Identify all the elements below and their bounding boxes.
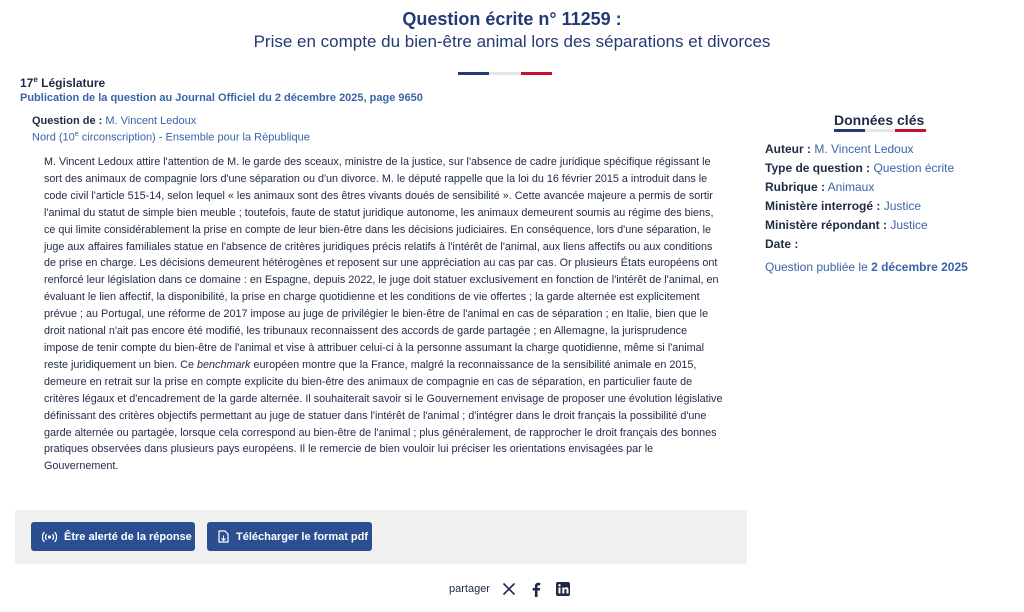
linkedin-icon[interactable] xyxy=(555,581,571,597)
key-data-author: Auteur : M. Vincent Ledoux xyxy=(765,142,914,156)
alert-response-label: Être alerté de la réponse xyxy=(64,530,192,543)
question-body: M. Vincent Ledoux attire l'attention de M. le garde des sceaux, ministre de la justice, sur l'absence de cadre juridique spécifique régissant le sort des animaux de compagnie lors d'une séparation ou d'un divorce. M. le député rappelle que la loi du 16 février 2015 a introduit dans le code civil l'article 515-14, selon lequel « les animaux sont des êtres vivants doués de sensibilité ». Cette avancée majeure a permis de sortir l'animal du statut de simple bien meuble ; toutefois, faute de statut juridique autonome, les animaux demeurent soumis au régime des biens, ce qui limite considérablement la prise en compte de leur bien-être dans les décisions judiciaires. En conséquence, lors d'une séparation, le juge aux affaires familiales statue en l'absence de critères juridiques précis relatifs à l'intérêt de l'animal, aux liens affectifs ou aux conditions de prise en charge. Les décisions demeurent hétérogènes et reposent sur une appréciation au cas par cas. Or plusieurs États européens ont renforcé leur législation dans ce domaine : en Espagne, depuis 2022, le juge doit statuer exclusivement en fonction de l'intérêt de l'animal, en évaluant le lien affectif, la disponibilité, la prise en charge quotidienne et les conditions de vie offertes ; la garde alternée est explicitement prévue ; au Portugal, une réforme de 2017 impose au juge de privilégier le bien-être de l'animal en cas de séparation ; en Italie, bien que le droit national n'ait pas encore été modifié, les tribunaux reconnaissent des accords de garde partagée ; en Allemagne, la jurisprudence impose de tenir compte du bien-être de l'animal et vise à attribuer celui-ci à la personne assumant la charge quotidienne, même si l'animal reste juridiquement un bien. Ce benchmark européen montre que la France, malgré la reconnaissance de la sensibilité animale en 2015, demeure en retrait sur la prise en compte explicite du bien-être des animaux de compagnie en cas de séparation, en particulier faute de critères légaux et d'encadrement de la garde alternée. Il souhaiterait savoir si le Gouvernement envisage de proposer une évolution législative définissant des critères objectifs permettant au juge de statuer dans l'intérêt de l'animal ; d'intégrer dans le droit français la possibilité d'une garde alternée ou partagée, lorsque cela correspond au bien-être de l'animal ; plus généralement, de rapprocher le droit français des bonnes pratiques observées dans plusieurs pays européens. Il le remercie de bien vouloir lui préciser les orientations envisagées par le Gouvernement. xyxy=(44,156,723,473)
constituency-line: Nord (10e circonscription) - Ensemble pour la République xyxy=(32,131,310,144)
actions-panel xyxy=(15,510,747,564)
facebook-icon[interactable] xyxy=(528,581,544,597)
question-author xyxy=(32,115,196,127)
legislature-label: 17e Législature xyxy=(20,75,106,90)
key-data-date-value: Question publiée le 2 décembre 2025 xyxy=(765,260,968,274)
publication-line: Publication de la question au Journal Officiel du 2 décembre 2025, page 9650 xyxy=(20,92,423,104)
download-pdf-label: Télécharger le format pdf xyxy=(236,530,369,543)
key-data-divider xyxy=(834,129,926,132)
tricolor-divider xyxy=(458,72,552,75)
page-subtitle: Prise en compte du bien-être animal lors des séparations et divorces xyxy=(253,32,771,51)
share-label: partager xyxy=(449,583,490,595)
ministere-repondant-link[interactable]: Justice xyxy=(890,218,928,232)
download-pdf-button[interactable] xyxy=(207,522,372,551)
question-author-name[interactable]: M. Vincent Ledoux xyxy=(105,115,197,127)
key-data-rubrique: Rubrique : Animaux xyxy=(765,180,875,194)
question-author-label: Question de : xyxy=(32,115,103,127)
page-header xyxy=(0,8,1024,53)
key-data-ministere-repondant: Ministère répondant : Justice xyxy=(765,218,928,232)
alert-response-button[interactable] xyxy=(31,522,195,551)
x-icon[interactable] xyxy=(501,581,517,597)
key-data-author-link[interactable]: M. Vincent Ledoux xyxy=(814,142,914,156)
key-data-title: Données clés xyxy=(834,112,925,128)
pdf-file-icon xyxy=(218,530,229,543)
key-data-list xyxy=(765,140,968,277)
broadcast-icon xyxy=(42,531,57,543)
share-bar xyxy=(449,581,571,597)
key-data-date: Date : xyxy=(765,237,799,251)
key-data-type: Type de question : Question écrite xyxy=(765,161,955,175)
ministere-interroge-link[interactable]: Justice xyxy=(883,199,922,213)
key-data-ministere-interroge: Ministère interrogé : Justice xyxy=(765,199,922,213)
publication-date-link[interactable]: 2 décembre 2025 xyxy=(871,260,968,274)
page-title: Question écrite n° 11259 : xyxy=(402,9,622,29)
